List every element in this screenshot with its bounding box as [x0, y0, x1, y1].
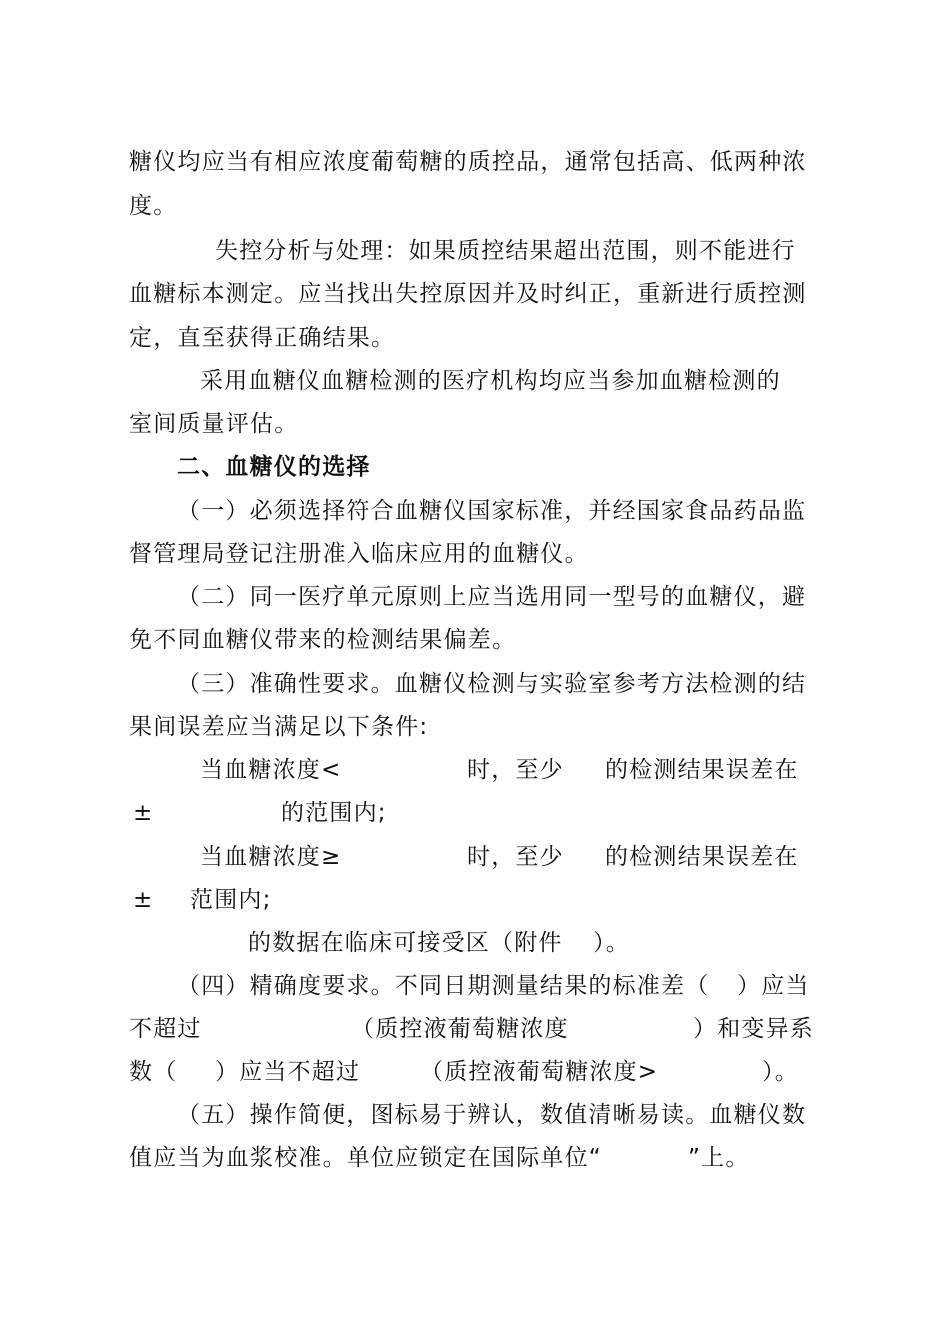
paragraph-line: 督管理局登记注册准入临床应用的血糖仪。: [129, 541, 589, 567]
paragraph-line: 糖仪均应当有相应浓度葡萄糖的质控品，通常包括高、低两种浓: [129, 149, 807, 175]
paragraph-line: （三）准确性要求。血糖仪检测与实验室参考方法检测的结: [177, 671, 807, 697]
paragraph-line: 数（: [129, 1059, 178, 1085]
condition-text: 当血糖浓度≥: [200, 844, 342, 870]
paragraph-line: ）应当: [737, 973, 810, 999]
paragraph-line: 度。: [129, 193, 178, 219]
paragraph-line: 果间误差应当满足以下条件:: [129, 714, 429, 740]
paragraph-line: 采用血糖仪血糖检测的医疗机构均应当参加血糖检测的: [200, 368, 781, 394]
paragraph-line: ）应当不超过: [215, 1059, 361, 1085]
paragraph-line: （质控液葡萄糖浓度>: [420, 1059, 659, 1085]
condition-text: 的检测结果误差在: [605, 844, 799, 870]
paragraph-line: 血糖标本测定。应当找出失控原因并及时纠正，重新进行质控测: [129, 281, 807, 307]
paragraph-line: （质控液葡萄糖浓度: [351, 1016, 569, 1042]
condition-text: 时，至少: [467, 757, 564, 783]
paragraph-line: 不超过: [129, 1016, 202, 1042]
plus-minus-symbol: ±: [133, 887, 154, 913]
paragraph-line: ）。: [762, 1059, 799, 1085]
paragraph-line: 失控分析与处理：如果质控结果超出范围，则不能进行: [215, 238, 796, 264]
paragraph-line: ”上。: [688, 1145, 750, 1171]
paragraph-line: 定，直至获得正确结果。: [129, 325, 396, 351]
paragraph-line: 室间质量评估。: [129, 411, 299, 437]
condition-text: 当血糖浓度<: [200, 757, 342, 783]
paragraph-line: （二）同一医疗单元原则上应当选用同一型号的血糖仪，避: [177, 584, 807, 610]
paragraph-line: 免不同血糖仪带来的检测结果偏差。: [129, 627, 517, 653]
condition-text: 范围内;: [190, 887, 272, 913]
condition-text: ）。: [593, 930, 630, 956]
paragraph-line: （五）操作简便，图标易于辨认，数值清晰易读。血糖仪数: [177, 1102, 807, 1128]
plus-minus-symbol: ±: [133, 800, 154, 826]
paragraph-line: ）和变异系: [693, 1016, 814, 1042]
condition-text: 时，至少: [467, 844, 564, 870]
condition-text: 的检测结果误差在: [605, 757, 799, 783]
paragraph-line: （四）精确度要求。不同日期测量结果的标准差（: [177, 973, 710, 999]
condition-text: 的数据在临床可接受区（附件: [248, 930, 563, 956]
paragraph-line: 值应当为血浆校准。单位应锁定在国际单位“: [129, 1145, 602, 1171]
paragraph-line: （一）必须选择符合血糖仪国家标准，并经国家食品药品监: [177, 498, 807, 524]
section-heading: 二、血糖仪的选择: [177, 454, 371, 480]
condition-text: 的范围内;: [281, 800, 387, 826]
